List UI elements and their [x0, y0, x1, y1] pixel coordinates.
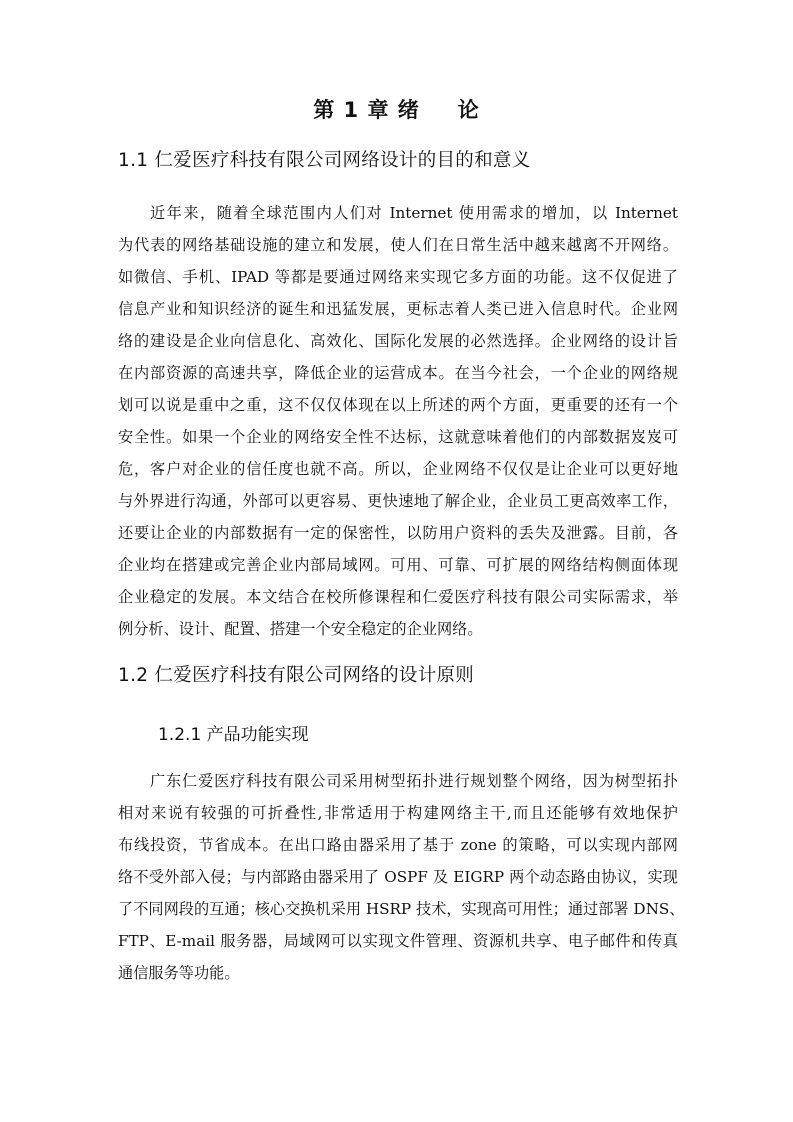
paragraph-line: 企业稳定的发展。本文结合在校所修课程和仁爱医疗科技有限公司实际需求，举 — [118, 588, 678, 606]
paragraph-line: 广东仁爱医疗科技有限公司采用树型拓扑进行规划整个网络，因为树型拓扑 — [150, 772, 678, 790]
paragraph-2 — [118, 765, 685, 989]
paragraph-line: 相对来说有较强的可折叠性,非常适用于构建网络主干,而且还能够有效地保护 — [118, 804, 678, 822]
paragraph-line: 如微信、手机、IPAD 等都是要通过网络来实现它多方面的功能。这不仅促进了 — [118, 268, 678, 286]
paragraph-line: 络不受外部入侵；与内部路由器采用了 OSPF 及 EIGRP 两个动态路由协议，实现 — [118, 868, 678, 886]
paragraph-line: FTP、E-mail 服务器，局域网可以实现文件管理、资源机共享、电子邮件和传真 — [118, 932, 678, 950]
paragraph-line: 安全性。如果一个企业的网络安全性不达标，这就意味着他们的内部数据岌岌可 — [118, 428, 678, 446]
paragraph-line: 划可以说是重中之重，这不仅仅体现在以上所述的两个方面，更重要的还有一个 — [118, 396, 678, 414]
section-1-2-heading: 1.2 仁爱医疗科技有限公司网络的设计原则 — [118, 665, 475, 686]
paragraph-line: 与外界进行沟通，外部可以更容易、更快速地了解企业，企业员工更高效率工作， — [118, 492, 678, 510]
paragraph-line: 在内部资源的高速共享，降低企业的运营成本。在当今社会，一个企业的网络规 — [118, 364, 678, 382]
paragraph-line: 通信服务等功能。 — [118, 964, 240, 982]
paragraph-line: 例分析、设计、配置、搭建一个安全稳定的企业网络。 — [118, 620, 483, 638]
chapter-title — [0, 94, 793, 124]
paragraph-line: 还要让企业的内部数据有一定的保密性，以防用户资料的丢失及泄露。目前，各 — [118, 524, 678, 542]
paragraph-line: 近年来，随着全球范围内人们对 Internet 使用需求的增加，以 Internet — [150, 204, 678, 222]
paragraph-line: 络的建设是企业向信息化、高效化、国际化发展的必然选择。企业网络的设计旨 — [118, 332, 678, 350]
paragraph-line: 为代表的网络基础设施的建立和发展，使人们在日常生活中越来越离不开网络。 — [118, 236, 678, 254]
section-1-2-1-heading: 1.2.1 产品功能实现 — [158, 725, 309, 745]
paragraph-line: 了不同网段的互通；核心交换机采用 HSRP 技术，实现高可用性；通过部署 DNS、 — [118, 900, 685, 918]
paragraph-line: 信息产业和知识经济的诞生和迅猛发展，更标志着人类已进入信息时代。企业网 — [118, 300, 678, 318]
paragraph-line: 企业均在搭建或完善企业内部局域网。可用、可靠、可扩展的网络结构侧面体现 — [118, 556, 678, 574]
paragraph-line: 危，客户对企业的信任度也就不高。所以，企业网络不仅仅是让企业可以更好地 — [118, 460, 678, 478]
paragraph-line: 布线投资，节省成本。在出口路由器采用了基于 zone 的策略，可以实现内部网 — [118, 836, 678, 854]
chapter-title-label-end: 论 — [457, 98, 480, 122]
paragraph-1 — [118, 197, 678, 645]
chapter-title-label: 第 1 章 绪 — [313, 98, 420, 122]
section-1-1-heading: 1.1 仁爱医疗科技有限公司网络设计的目的和意义 — [118, 150, 531, 171]
